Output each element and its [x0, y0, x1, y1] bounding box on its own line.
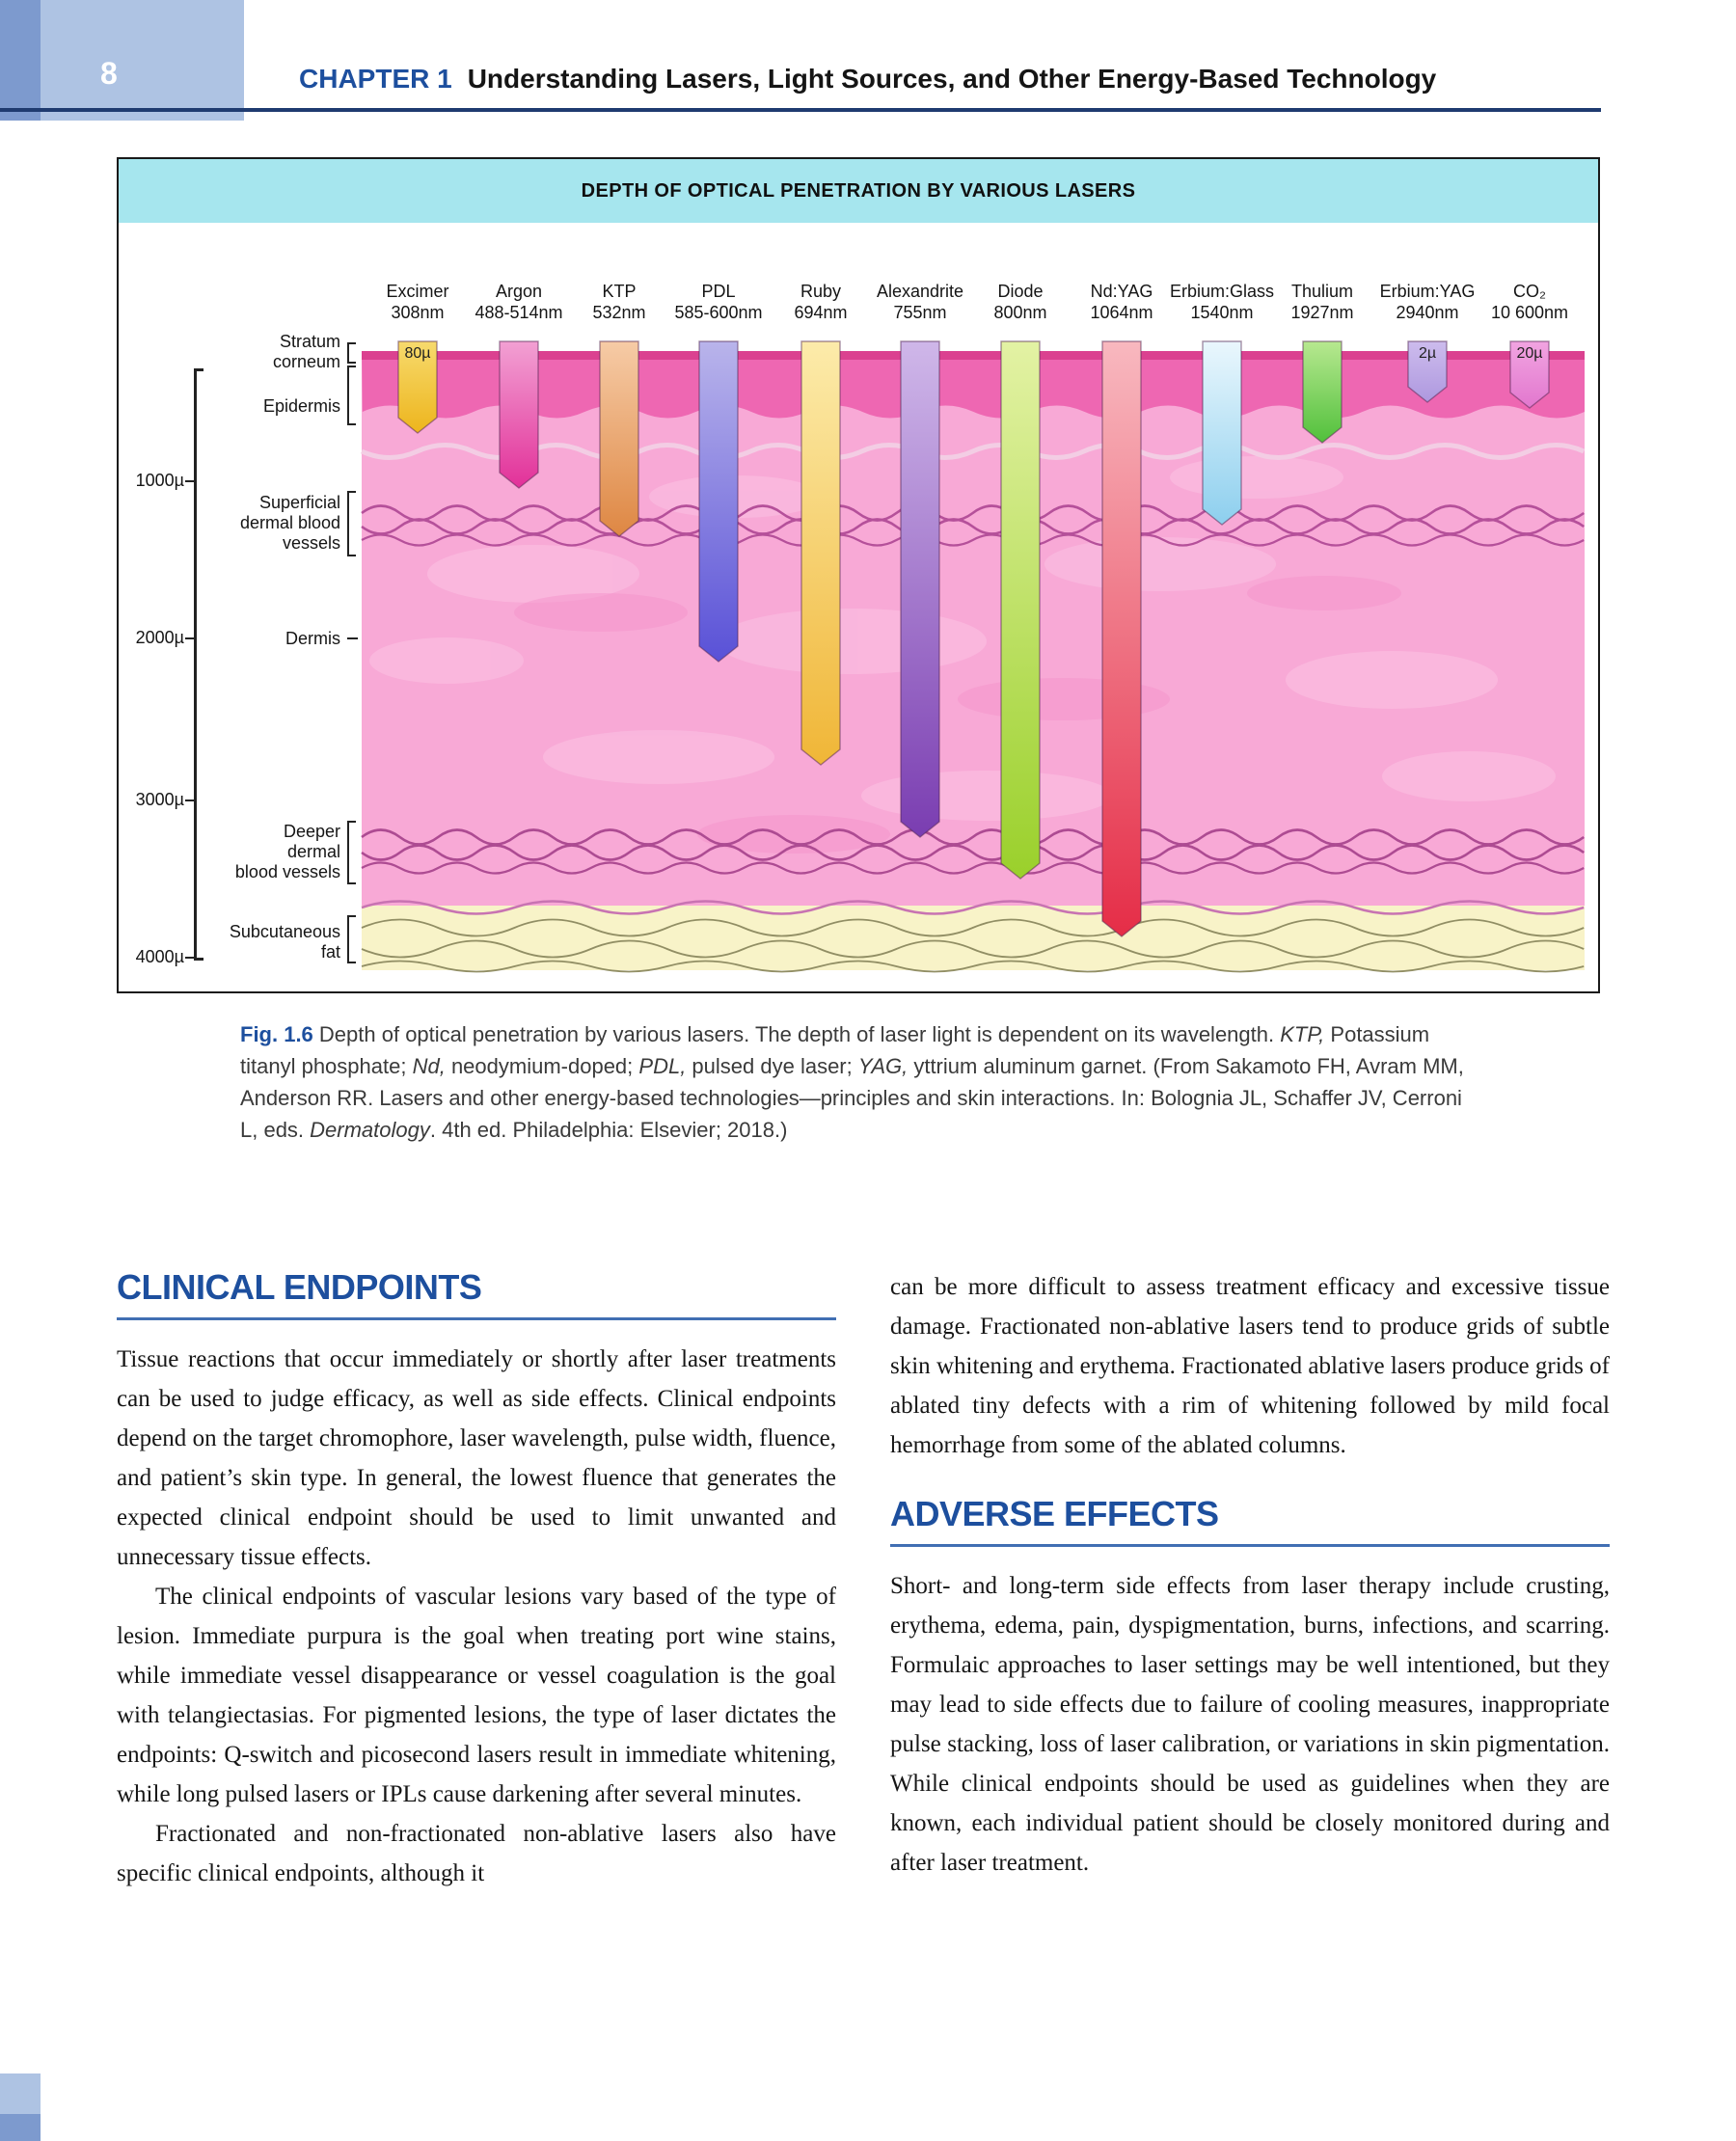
- layer-label: [119, 493, 340, 554]
- layer-label-line: Epidermis: [262, 395, 340, 416]
- layer-label-line: Dermis: [285, 628, 340, 648]
- layer-label-line: Deeper: [283, 821, 340, 841]
- laser-bar-Erbium:Glass: [1203, 341, 1241, 525]
- page-corner-block: [0, 0, 244, 121]
- heading-rule: [117, 1317, 836, 1320]
- caption-segment: Nd,: [412, 1054, 446, 1078]
- layer-label-line: Superficial: [258, 492, 340, 512]
- body-paragraph: Tissue reactions that occur immediately or shortly after laser treatments can be used to judge efficacy, as well as side effects. Clinical endpoints depend on the target chromophore, laser wavelength, pulse width, fluence, and patient’s skin type. In general, the lowest fluence that generates the expected clinical endpoint should be used to limit unwanted and unnecessary tissue effects.: [117, 1346, 836, 1570]
- layer-label: [119, 629, 340, 649]
- footer-corner-dark: [0, 2114, 41, 2141]
- heading-rule: [890, 1544, 1610, 1547]
- caption-segment: Fig. 1.6: [240, 1022, 313, 1046]
- layer-label-line: corneum: [272, 352, 340, 371]
- laser-name: Alexandrite: [876, 282, 964, 301]
- left-column: [117, 1267, 836, 1893]
- laser-wavelength: 1927nm: [1290, 303, 1354, 322]
- layer-label-line: dermal blood: [239, 512, 340, 532]
- laser-wavelength: 755nm: [893, 303, 947, 322]
- layer-bracket: [347, 915, 356, 963]
- layer-bracket: [347, 491, 356, 556]
- laser-wavelength: 1064nm: [1090, 303, 1153, 322]
- laser-bar-KTP: [600, 341, 638, 536]
- laser-wavelength: 2940nm: [1396, 303, 1459, 322]
- layer-label-line: Subcutaneous: [229, 922, 340, 941]
- layer-label: [119, 922, 340, 962]
- bar-depth-label: 2µ: [1418, 345, 1437, 362]
- adverse-effects-heading: ADVERSE EFFECTS: [890, 1494, 1219, 1533]
- bar-depth-label: 20µ: [1516, 345, 1543, 362]
- header-rule: [0, 108, 1601, 112]
- caption-segment: Potassium titanyl phosphate;: [240, 1022, 1430, 1078]
- laser-wavelength: 10 600nm: [1490, 303, 1569, 322]
- laser-wavelength: 532nm: [592, 303, 646, 322]
- caption-segment: neodymium-doped;: [445, 1054, 639, 1078]
- figure-caption: [240, 1018, 1484, 1146]
- figure-1-6: [117, 157, 1600, 993]
- caption-segment: KTP,: [1280, 1022, 1325, 1046]
- layer-label: [119, 332, 340, 372]
- laser-name: PDL: [701, 282, 736, 301]
- laser-bar-Diode: [1001, 341, 1040, 879]
- layer-bracket: [347, 366, 356, 425]
- body-paragraph: Fractionated and non-fractionated non-ablative lasers also have specific clinical endpoints, although it: [117, 1821, 836, 1886]
- laser-name: Nd:YAG: [1090, 282, 1153, 301]
- depth-tick-mark: [185, 799, 194, 801]
- layer-label-line: dermal: [286, 841, 340, 861]
- laser-wavelength: 800nm: [993, 303, 1047, 322]
- layer-dash: [347, 637, 358, 639]
- laser-bar-Alexandrite: [901, 341, 939, 837]
- chapter-label: CHAPTER 1: [299, 64, 452, 94]
- laser-name: Erbium:YAG: [1379, 282, 1476, 301]
- layer-bracket: [347, 342, 356, 364]
- layer-label-line: Stratum: [279, 332, 340, 351]
- laser-bar-Nd:YAG: [1102, 341, 1141, 936]
- laser-bar-Ruby: [801, 341, 840, 765]
- depth-tick-label: 4000µ: [135, 947, 184, 966]
- laser-name: Ruby: [800, 282, 842, 301]
- caption-segment: Dermatology: [310, 1118, 430, 1142]
- right-column: [890, 1267, 1610, 1883]
- layer-label-line: vessels: [282, 532, 340, 553]
- caption-segment: . 4th ed. Philadelphia: Elsevier; 2018.): [429, 1118, 788, 1142]
- laser-name: CO₂: [1513, 282, 1546, 301]
- body-paragraph: The clinical endpoints of vascular lesions vary based of the type of lesion. Immediate purpura is the goal when treating port wine stains, while immediate vessel disappearance or vessel coagulation is the goal with telangiectasias. For pigmented lesions, the type of laser dictates the endpoints: Q-switch and picosecond lasers result in immediate whitening, while long pulsed lasers or IPLs cause darkening after several minutes.: [117, 1584, 836, 1807]
- laser-bar-PDL: [699, 341, 738, 662]
- laser-bar-Thulium: [1303, 341, 1342, 443]
- laser-name: Argon: [495, 282, 543, 301]
- laser-wavelength: 308nm: [391, 303, 445, 322]
- layer-bracket: [347, 821, 356, 884]
- layer-label: [119, 396, 340, 417]
- laser-name: Erbium:Glass: [1169, 282, 1275, 301]
- laser-name: Excimer: [386, 282, 449, 301]
- laser-wavelength: 1540nm: [1190, 303, 1254, 322]
- laser-name: Diode: [997, 282, 1044, 301]
- depth-tick-label: 2000µ: [135, 628, 184, 647]
- laser-wavelength: 585-600nm: [674, 303, 763, 322]
- layer-label-line: fat: [320, 942, 340, 962]
- caption-segment: YAG,: [857, 1054, 909, 1078]
- laser-bar-Argon: [500, 341, 538, 488]
- clinical-endpoints-heading: CLINICAL ENDPOINTS: [117, 1267, 482, 1307]
- laser-name: Thulium: [1290, 282, 1354, 301]
- laser-name: KTP: [602, 282, 637, 301]
- laser-wavelength: 488-514nm: [475, 303, 563, 322]
- depth-tick-mark: [185, 480, 194, 482]
- bar-depth-label: 80µ: [404, 345, 431, 362]
- laser-wavelength: 694nm: [794, 303, 848, 322]
- body-paragraph: can be more difficult to assess treatment efficacy and excessive tissue damage. Fractionated non-ablative lasers tend to produce grids of subtle skin whitening and erythema. Fractionated ablative lasers produce grids of ablated tiny defects with a rim of whitening followed by mild focal hemorrhage from some of the ablated columns.: [890, 1274, 1610, 1458]
- depth-tick-label: 1000µ: [135, 471, 184, 490]
- figure-title: DEPTH OF OPTICAL PENETRATION BY VARIOUS LASERS: [119, 159, 1598, 223]
- caption-segment: pulsed dye laser;: [686, 1054, 858, 1078]
- running-head: [299, 64, 1436, 95]
- corner-accent-strip: [0, 0, 41, 121]
- caption-segment: Depth of optical penetration by various lasers. The depth of laser light is dependent on its wavelength.: [312, 1022, 1281, 1046]
- chapter-title: Understanding Lasers, Light Sources, and Other Energy-Based Technology: [467, 64, 1437, 94]
- body-paragraph: Short- and long-term side effects from laser therapy include crusting, erythema, edema, pain, dyspigmentation, burns, infections, and scarring. Formulaic approaches to laser settings may be well intentioned, but they may lead to side effects due to failure of cooling measures, inappropriate pulse stacking, loss of laser calibration, or variations in skin pigmentation. While clinical endpoints should be used as guidelines when they are known, each individual patient should be closely monitored during and after laser treatment.: [890, 1573, 1610, 1876]
- caption-segment: yttrium aluminum garnet. (From Sakamoto FH, Avram MM, Anderson RR. Lasers and other energy-based technologies—principles and skin interactions. In: Bolognia JL, Schaffer JV, Cerroni L, eds.: [240, 1054, 1464, 1142]
- laser-label: [1462, 281, 1597, 323]
- layer-label-line: blood vessels: [234, 861, 340, 881]
- layer-label: [119, 822, 340, 882]
- page-number: 8: [100, 56, 118, 91]
- depth-tick-label: 3000µ: [135, 790, 184, 809]
- caption-segment: PDL,: [638, 1054, 687, 1078]
